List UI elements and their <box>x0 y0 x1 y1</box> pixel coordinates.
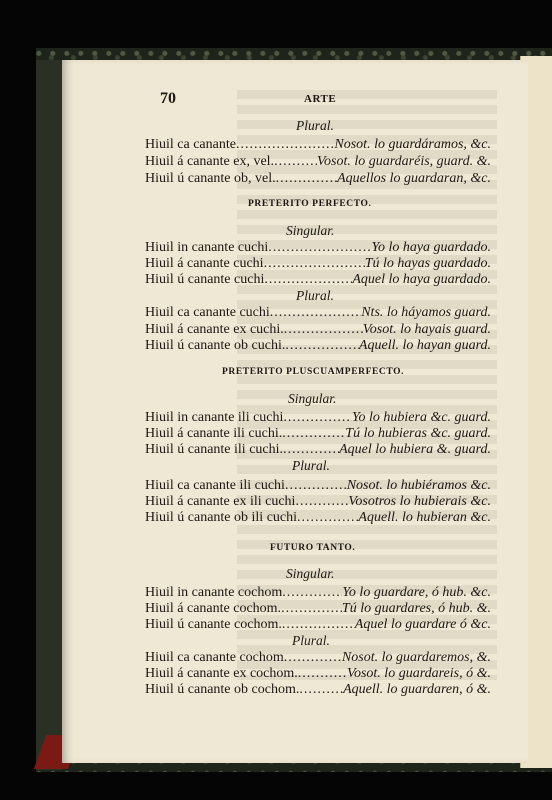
heading-singular: Singular. <box>288 391 337 406</box>
conjugation-row: Hiuil in canante ili cuchi ..... Yo lo hubiera &c. guard. <box>145 410 491 426</box>
heading-plural: Plural. <box>296 118 334 133</box>
conjugation-row: Hiuil in canante cuchi ..... Yo lo haya guardado. <box>145 240 491 256</box>
book-spine <box>36 60 62 770</box>
running-head: ARTE <box>304 93 337 105</box>
conjugation-row: Hiuil ú canante ob cochom. ..... Aquell. lo guardaren, ó &. <box>145 682 491 698</box>
conjugation-row: Hiuil á canante cuchi ..... Tú lo hayas guardado. <box>145 256 491 272</box>
section-heading: PRETERITO PERFECTO. <box>248 199 372 209</box>
book-page <box>62 60 528 763</box>
section-heading: FUTURO TANTO. <box>270 543 356 553</box>
heading-plural: Plural. <box>296 288 334 303</box>
heading-singular: Singular. <box>286 566 335 581</box>
conjugation-row: Hiuil á canante cochom. ..... Tú lo guardares, ó hub. &. <box>145 601 491 617</box>
heading-plural: Plural. <box>292 458 330 473</box>
conjugation-row: Hiuil ú canante cochom. ..... Aquel lo guardare ó &c. <box>145 617 491 633</box>
heading-singular: Singular. <box>286 223 335 238</box>
conjugation-row: Hiuil ú canante ob cuchi. ..... Aquell. lo hayan guard. <box>145 338 491 354</box>
conjugation-row: Hiuil ca canante cuchi ..... Nts. lo háyamos guard. <box>145 305 491 321</box>
conjugation-row: Hiuil ú canante ob ili cuchi ..... Aquell. lo hubieran &c. <box>145 510 491 526</box>
conjugation-row: Hiuil ca canante ili cuchi ..... Nosot. lo hubiéramos &c. <box>145 478 491 494</box>
conjugation-row: Hiuil ú canante cuchi ..... Aquel lo haya guardado. <box>145 272 491 288</box>
conjugation-row: Hiuil in canante cochom ..... Yo lo guardare, ó hub. &c. <box>145 585 491 601</box>
section-heading: PRETERITO PLUSCUAMPERFECTO. <box>222 367 405 377</box>
conjugation-row: Hiuil á canante ex cochom. ..... Vosot. lo guardareis, ó &. <box>145 666 491 682</box>
conjugation-row: Hiuil á canante ili cuchi. ..... Tú lo hubieras &c. guard. <box>145 426 491 442</box>
conjugation-row: Hiuil ú canante ob, vel. ..... Aquellos lo guardaran, &c. <box>145 171 491 187</box>
heading-plural: Plural. <box>292 633 330 648</box>
conjugation-row: Hiuil ca canante ..... Nosot. lo guardáramos, &c. <box>145 137 491 153</box>
conjugation-row: Hiuil á canante ex ili cuchi ..... Vosotros lo hubierais &c. <box>145 494 491 510</box>
conjugation-row: Hiuil ú canante ili cuchi. ..... Aquel lo hubiera &. guard. <box>145 442 491 458</box>
conjugation-row: Hiuil ca canante cochom ..... Nosot. lo guardaremos, &. <box>145 650 491 666</box>
page-number: 70 <box>160 90 176 107</box>
conjugation-row: Hiuil á canante ex cuchi. ..... Vosot. lo hayais guard. <box>145 322 491 338</box>
conjugation-row: Hiuil á canante ex, vel. ..... Vosot. lo guardaréis, guard. &. <box>145 154 491 170</box>
